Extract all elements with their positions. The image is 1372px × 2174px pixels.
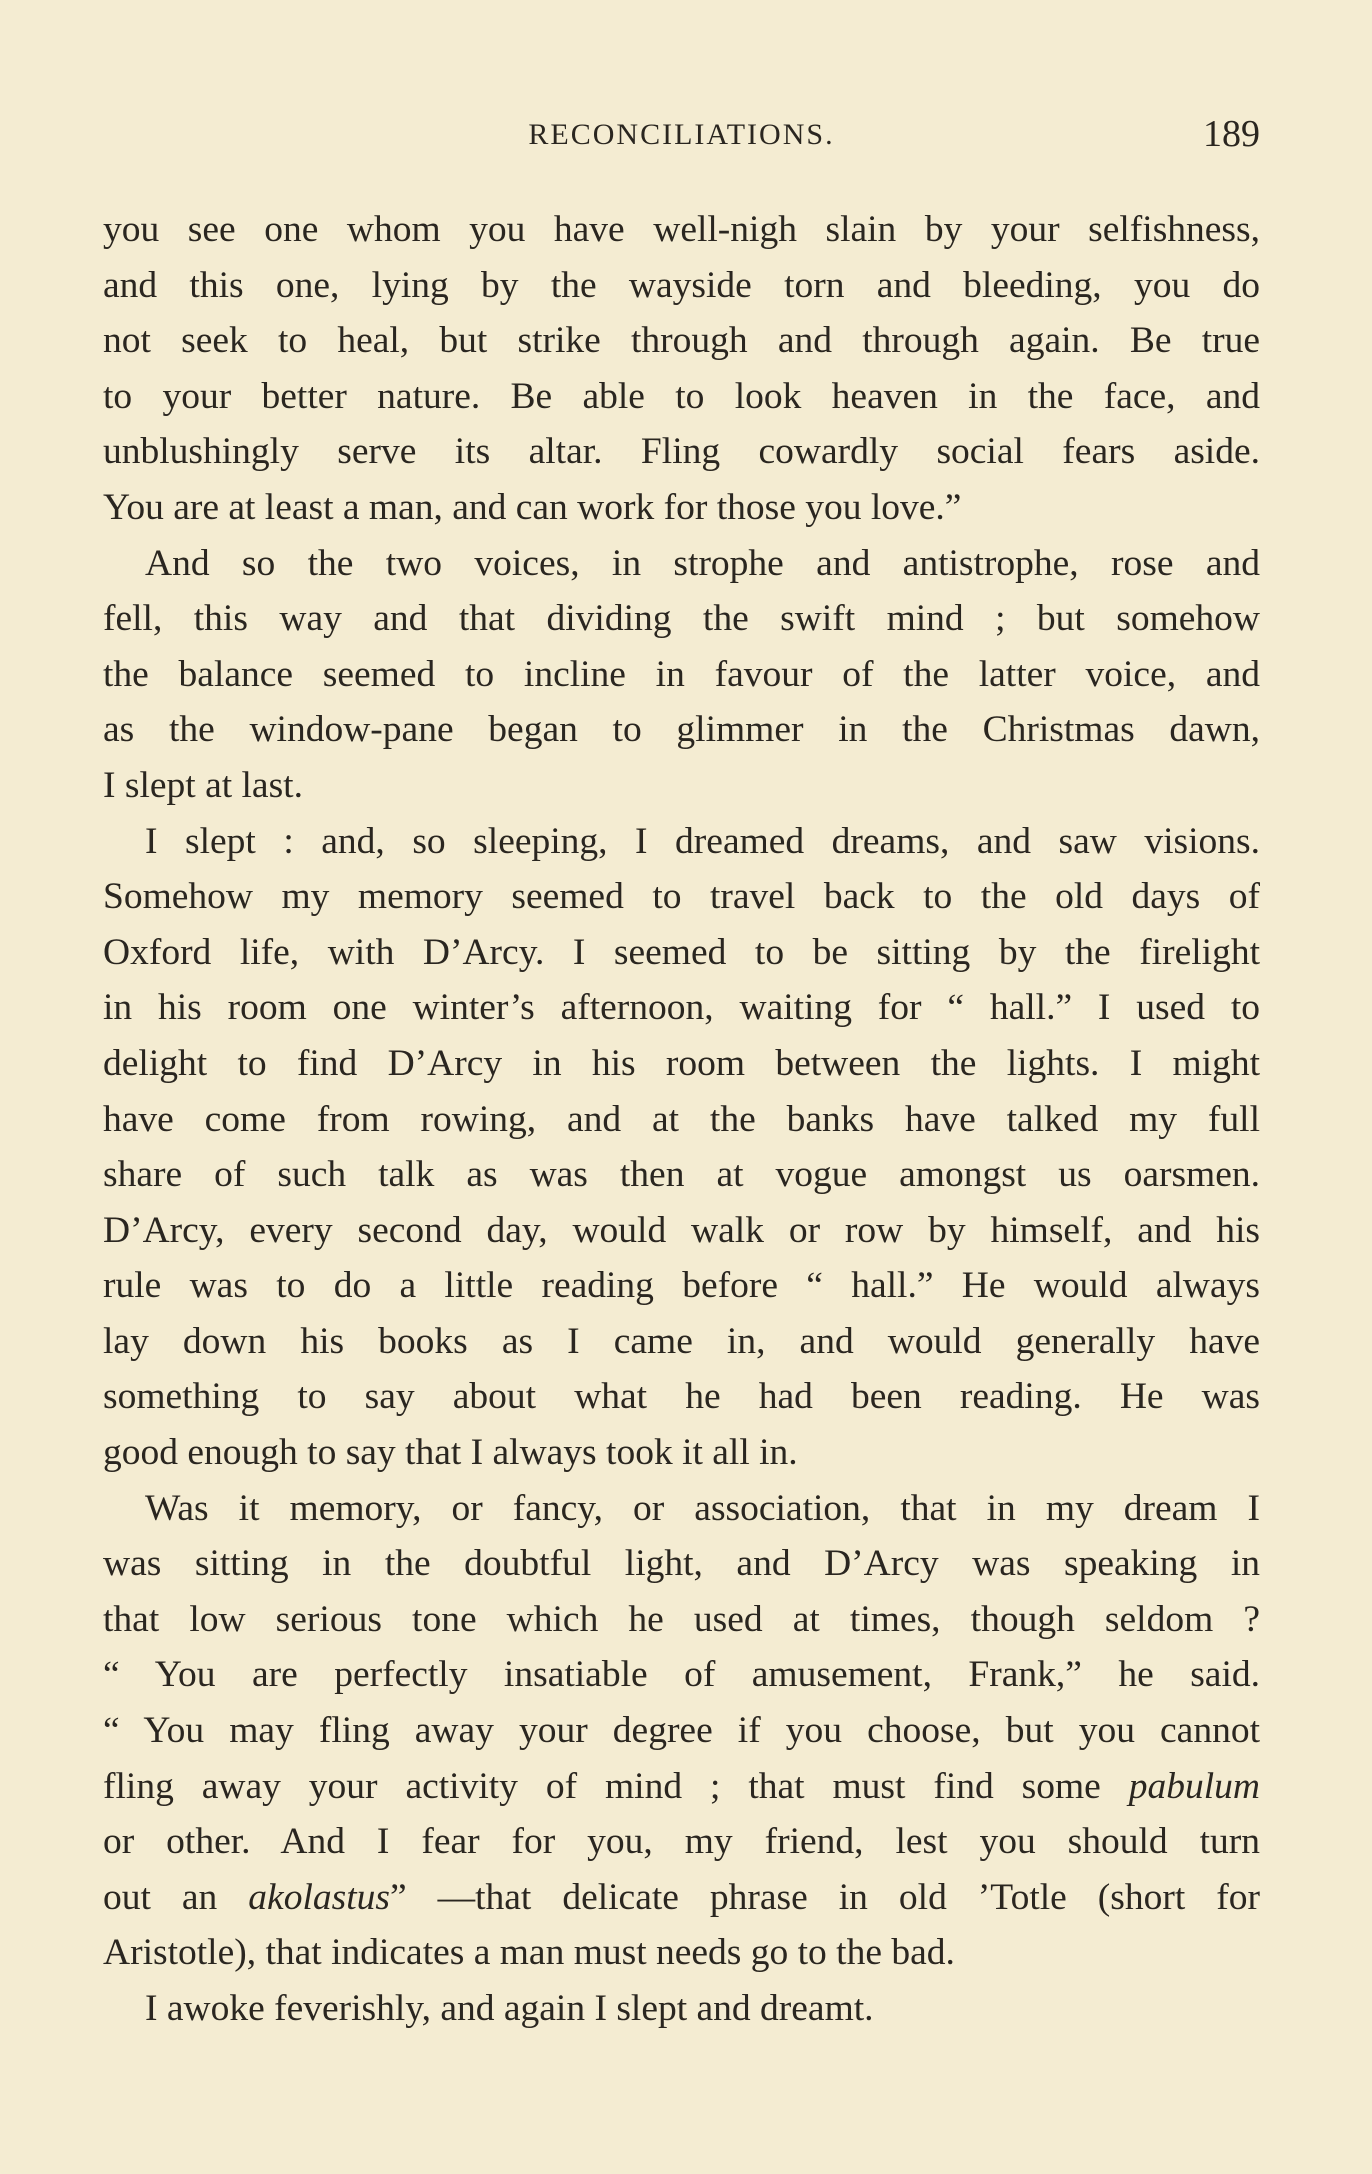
- text-line: lay down his books as I came in, and would generally have: [103, 1320, 1260, 1362]
- chapter-title: RECONCILIATIONS.: [528, 118, 835, 151]
- text-line: you see one whom you have well-nigh slain by your selfishness,: [103, 209, 1260, 250]
- text-line: delight to find D’Arcy in his room between the lights. I might: [103, 1042, 1260, 1084]
- text-line: Somehow my memory seemed to travel back to the old days of: [103, 876, 1260, 918]
- text-line: the balance seemed to incline in favour of the latter voice, and: [103, 653, 1260, 695]
- text-segment: fling away your activity of mind ; that must find some: [103, 1765, 1129, 1807]
- text-line: that low serious tone which he used at times, though seldom ?: [103, 1598, 1260, 1640]
- text-line: was sitting in the doubtful light, and D’Arcy was speaking in: [103, 1543, 1260, 1585]
- text-line: D’Arcy, every second day, would walk or row by himself, and his: [103, 1209, 1260, 1251]
- text-segment: out an: [103, 1876, 249, 1918]
- text-line: or other. And I fear for you, my friend, lest you should turn: [103, 1821, 1260, 1863]
- page-number: 189: [1203, 113, 1260, 155]
- body-text: [103, 202, 1260, 2037]
- italic-word: pabulum: [1128, 1765, 1260, 1807]
- text-line: Aristotle), that indicates a man must needs go to the bad.: [103, 1932, 955, 1974]
- text-line: fell, this way and that dividing the swift mind ; but somehow: [103, 598, 1260, 640]
- text-line: have come from rowing, and at the banks have talked my full: [103, 1098, 1260, 1140]
- text-segment: ” —that delicate phrase in old ’Totle (short for: [389, 1876, 1260, 1918]
- text-line: rule was to do a little reading before “ hall.” He would always: [103, 1265, 1260, 1307]
- text-line: to your better nature. Be able to look heaven in the face, and: [103, 375, 1260, 417]
- text-line: [103, 1870, 1260, 1926]
- text-line: I awoke feverishly, and again I slept and dreamt.: [145, 1988, 874, 2029]
- text-line: You are at least a man, and can work for those you love.”: [103, 486, 962, 528]
- text-line: I slept : and, so sleeping, I dreamed dreams, and saw visions.: [145, 820, 1260, 862]
- italic-word: akolastus: [248, 1876, 390, 1918]
- text-line: good enough to say that I always took it all in.: [103, 1432, 798, 1474]
- text-line: Was it memory, or fancy, or association, that in my dream I: [145, 1487, 1260, 1529]
- text-line: “ You may fling away your degree if you choose, but you cannot: [103, 1710, 1260, 1752]
- text-line: not seek to heal, but strike through and through again. Be true: [103, 320, 1260, 362]
- text-line: “ You are perfectly insatiable of amusement, Frank,” he said.: [103, 1654, 1260, 1696]
- text-line: something to say about what he had been reading. He was: [103, 1376, 1260, 1418]
- text-line: and this one, lying by the wayside torn and bleeding, you do: [103, 264, 1260, 306]
- text-line: in his room one winter’s afternoon, waiting for “ hall.” I used to: [103, 987, 1260, 1029]
- text-line: Oxford life, with D’Arcy. I seemed to be sitting by the firelight: [103, 931, 1260, 973]
- text-line: unblushingly serve its altar. Fling cowardly social fears aside.: [103, 431, 1260, 473]
- text-line: share of such talk as was then at vogue amongst us oarsmen.: [103, 1154, 1260, 1196]
- text-line: I slept at last.: [103, 764, 303, 806]
- text-line: as the window-pane began to glimmer in the Christmas dawn,: [103, 709, 1260, 751]
- text-line: And so the two voices, in strophe and antistrophe, rose and: [145, 542, 1260, 584]
- running-head: [103, 112, 1260, 162]
- text-line: [103, 1759, 1260, 1815]
